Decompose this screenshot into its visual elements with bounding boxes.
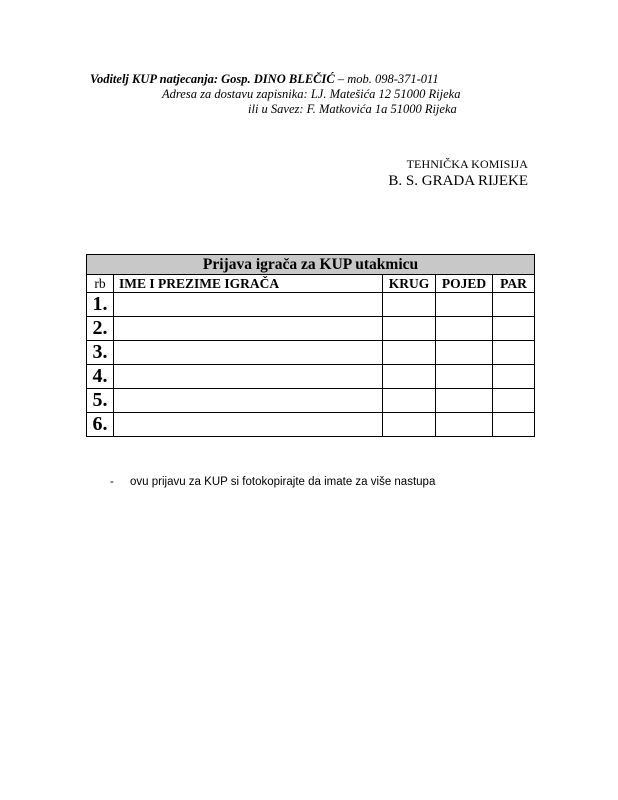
pojed-cell[interactable]	[436, 413, 493, 437]
leader-mobile: – mob. 098-371-011	[334, 72, 439, 86]
player-name-cell[interactable]	[114, 389, 383, 413]
krug-cell[interactable]	[383, 389, 436, 413]
table-row	[87, 293, 535, 317]
player-name-cell[interactable]	[114, 293, 383, 317]
player-name-cell[interactable]	[114, 413, 383, 437]
table-row	[87, 413, 535, 437]
address-line: Adresa za dostavu zapisnika: LJ. Matešića 12 51000 Rijeka	[162, 87, 461, 101]
par-cell[interactable]	[493, 341, 535, 365]
krug-cell[interactable]	[383, 413, 436, 437]
table-header-row	[87, 275, 535, 293]
commission-block	[388, 157, 528, 190]
row-number: 6.	[87, 413, 114, 437]
photocopy-note	[110, 476, 435, 488]
row-number: 5.	[87, 389, 114, 413]
table-title: Prijava igrača za KUP utakmicu	[87, 255, 535, 275]
leader-line	[90, 72, 570, 87]
par-cell[interactable]	[493, 365, 535, 389]
par-cell[interactable]	[493, 389, 535, 413]
par-cell[interactable]	[493, 413, 535, 437]
note-bullet: -	[110, 476, 114, 488]
row-number: 2.	[87, 317, 114, 341]
krug-cell[interactable]	[383, 365, 436, 389]
row-number: 4.	[87, 365, 114, 389]
table-row	[87, 389, 535, 413]
contact-header	[90, 72, 570, 117]
row-number: 3.	[87, 341, 114, 365]
krug-cell[interactable]	[383, 293, 436, 317]
table-row	[87, 317, 535, 341]
leader-label: Voditelj KUP natjecanja: Gosp.	[90, 72, 251, 86]
col-header-pojed: POJED	[436, 275, 493, 293]
par-cell[interactable]	[493, 317, 535, 341]
pojed-cell[interactable]	[436, 365, 493, 389]
col-header-name: IME I PREZIME IGRAČA	[114, 275, 383, 293]
table-title-row	[87, 255, 535, 275]
table-row	[87, 341, 535, 365]
krug-cell[interactable]	[383, 317, 436, 341]
registration-table	[86, 254, 535, 437]
pojed-cell[interactable]	[436, 317, 493, 341]
player-name-cell[interactable]	[114, 317, 383, 341]
row-number: 1.	[87, 293, 114, 317]
krug-cell[interactable]	[383, 341, 436, 365]
pojed-cell[interactable]	[436, 389, 493, 413]
pojed-cell[interactable]	[436, 341, 493, 365]
pojed-cell[interactable]	[436, 293, 493, 317]
col-header-krug: KRUG	[383, 275, 436, 293]
note-text: ovu prijavu za KUP si fotokopirajte da imate za više nastupa	[130, 476, 436, 488]
leader-name: DINO BLEČIĆ	[253, 72, 335, 86]
col-header-par: PAR	[493, 275, 535, 293]
player-name-cell[interactable]	[114, 365, 383, 389]
player-name-cell[interactable]	[114, 341, 383, 365]
alt-address-line: ili u Savez: F. Matkovića 1a 51000 Rijeka	[248, 102, 457, 116]
table-row	[87, 365, 535, 389]
association-name: B. S. GRADA RIJEKE	[388, 173, 528, 189]
commission-name: TEHNIČKA KOMISIJA	[406, 157, 528, 171]
par-cell[interactable]	[493, 293, 535, 317]
col-header-rb: rb	[87, 275, 114, 293]
